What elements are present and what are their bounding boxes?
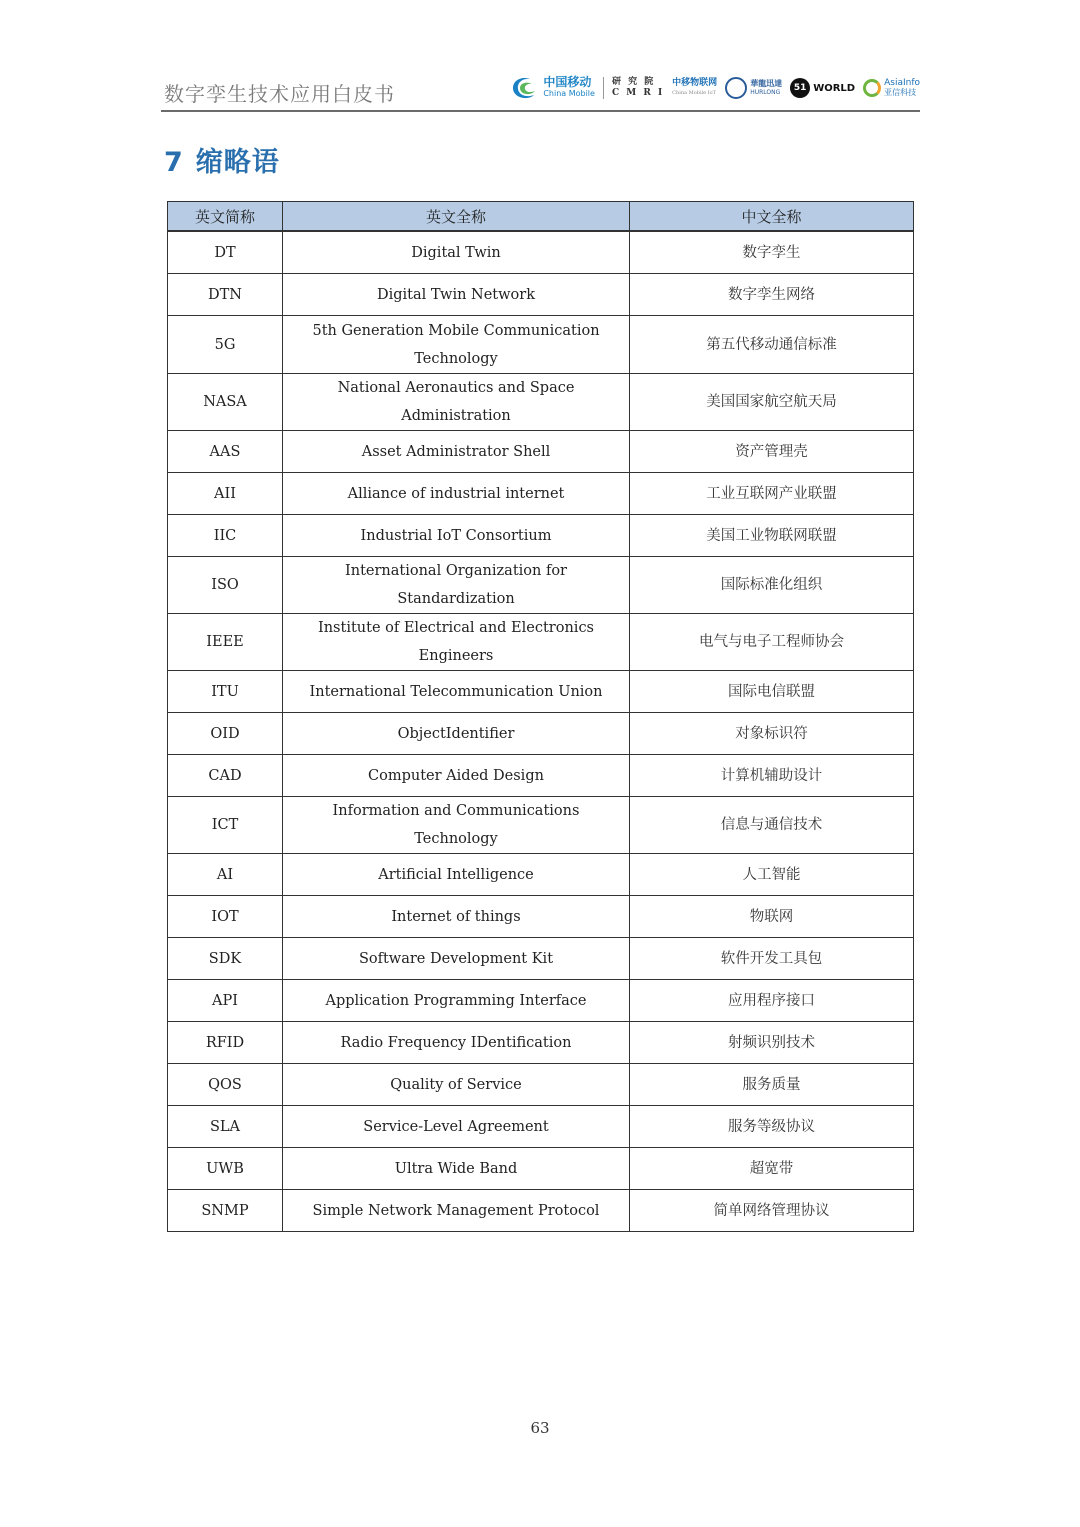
abbr-cell: QOS <box>168 1064 283 1106</box>
abbr-cell: SDK <box>168 938 283 980</box>
asiainfo-logo <box>863 78 920 98</box>
abbr-cell: ICT <box>168 797 283 854</box>
english-full-cell: Information and Communications Technology <box>283 797 630 854</box>
abbr-cell: SLA <box>168 1106 283 1148</box>
chinese-full-cell: 电气与电子工程师协会 <box>630 614 914 671</box>
china-mobile-cn: 中国移动 <box>543 75 592 89</box>
abbr-cell: RFID <box>168 1022 283 1064</box>
asiainfo-en: AsiaInfo <box>884 78 920 88</box>
chinese-full-cell: 软件开发工具包 <box>630 938 914 980</box>
english-full-cell: ObjectIdentifier <box>283 713 630 755</box>
chinese-full-cell: 国际标准化组织 <box>630 557 914 614</box>
51world-text: WORLD <box>813 82 856 94</box>
abbreviation-table <box>167 201 914 1232</box>
chinese-full-cell: 数字孪生网络 <box>630 274 914 316</box>
english-full-cell: Industrial IoT Consortium <box>283 515 630 557</box>
cmri-cn: 研 究 院 <box>611 77 656 87</box>
english-full-cell: Institute of Electrical and Electronics Engineers <box>283 614 630 671</box>
chinese-full-cell: 数字孪生 <box>630 231 914 274</box>
chinese-full-cell: 物联网 <box>630 896 914 938</box>
iot-cn: 中移物联网 <box>672 78 718 88</box>
english-full-cell: Internet of things <box>283 896 630 938</box>
table-row <box>168 431 914 473</box>
abbr-cell: ITU <box>168 671 283 713</box>
english-full-cell: International Organization for Standardization <box>283 557 630 614</box>
iot-en: China Mobile IoT <box>672 90 717 96</box>
table-row <box>168 1148 914 1190</box>
hurlong-icon <box>725 77 747 99</box>
abbr-cell: CAD <box>168 755 283 797</box>
section-number: 7 <box>164 147 184 178</box>
column-header-abbr: 英文简称 <box>168 202 283 232</box>
abbr-cell: AII <box>168 473 283 515</box>
abbr-cell: DTN <box>168 274 283 316</box>
table-body <box>168 231 914 1232</box>
chinese-full-cell: 服务质量 <box>630 1064 914 1106</box>
abbr-cell: UWB <box>168 1148 283 1190</box>
table-row <box>168 557 914 614</box>
english-full-cell: Digital Twin Network <box>283 274 630 316</box>
section-title: 缩略语 <box>195 147 280 178</box>
english-full-cell: Service-Level Agreement <box>283 1106 630 1148</box>
table-row <box>168 274 914 316</box>
table-row <box>168 473 914 515</box>
english-full-cell: Artificial Intelligence <box>283 854 630 896</box>
table-row <box>168 671 914 713</box>
english-full-cell: Quality of Service <box>283 1064 630 1106</box>
table-row <box>168 1064 914 1106</box>
china-mobile-en: China Mobile <box>543 89 595 98</box>
english-full-cell: Application Programming Interface <box>283 980 630 1022</box>
english-full-cell: Digital Twin <box>283 231 630 274</box>
table-row <box>168 896 914 938</box>
english-full-cell: International Telecommunication Union <box>283 671 630 713</box>
abbr-cell: AI <box>168 854 283 896</box>
hurlong-cn: 華龍迅達 <box>750 79 783 88</box>
hurlong-en: HURLONG <box>750 89 781 96</box>
english-full-cell: Asset Administrator Shell <box>283 431 630 473</box>
english-full-cell: Computer Aided Design <box>283 755 630 797</box>
chinese-full-cell: 信息与通信技术 <box>630 797 914 854</box>
51world-logo <box>790 78 855 98</box>
english-full-cell: 5th Generation Mobile Communication Technology <box>283 316 630 374</box>
partner-logos <box>510 72 920 104</box>
abbr-cell: ISO <box>168 557 283 614</box>
table-row <box>168 374 914 431</box>
china-mobile-icon <box>510 74 540 102</box>
china-mobile-logo <box>510 74 595 102</box>
hurlong-logo <box>725 77 782 99</box>
english-full-cell: Simple Network Management Protocol <box>283 1190 630 1232</box>
asiainfo-cn: 亚信科技 <box>884 88 917 97</box>
chinese-full-cell: 美国国家航空航天局 <box>630 374 914 431</box>
table-row <box>168 515 914 557</box>
chinese-full-cell: 工业互联网产业联盟 <box>630 473 914 515</box>
table-row <box>168 938 914 980</box>
abbr-cell: IIC <box>168 515 283 557</box>
abbr-cell: IEEE <box>168 614 283 671</box>
column-header-english-full: 英文全称 <box>283 202 630 232</box>
document-title: 数字孪生技术应用白皮书 <box>164 82 395 106</box>
abbr-cell: IOT <box>168 896 283 938</box>
page-header <box>161 66 920 112</box>
chinese-full-cell: 对象标识符 <box>630 713 914 755</box>
abbr-cell: API <box>168 980 283 1022</box>
chinese-full-cell: 资产管理壳 <box>630 431 914 473</box>
abbr-cell: NASA <box>168 374 283 431</box>
english-full-cell: Software Development Kit <box>283 938 630 980</box>
chinese-full-cell: 美国工业物联网联盟 <box>630 515 914 557</box>
table-row <box>168 614 914 671</box>
english-full-cell: Radio Frequency IDentification <box>283 1022 630 1064</box>
chinese-full-cell: 国际电信联盟 <box>630 671 914 713</box>
cmri-en: C M R I <box>611 88 665 98</box>
chinese-full-cell: 应用程序接口 <box>630 980 914 1022</box>
abbr-cell: SNMP <box>168 1190 283 1232</box>
chinese-full-cell: 简单网络管理协议 <box>630 1190 914 1232</box>
chinese-full-cell: 服务等级协议 <box>630 1106 914 1148</box>
logo-divider <box>603 77 604 99</box>
abbr-cell: OID <box>168 713 283 755</box>
cmri-logo <box>612 77 664 99</box>
section-heading <box>164 140 280 179</box>
column-header-chinese-full: 中文全称 <box>630 202 914 232</box>
chinese-full-cell: 射频识别技术 <box>630 1022 914 1064</box>
table-row <box>168 854 914 896</box>
abbr-cell: AAS <box>168 431 283 473</box>
asiainfo-icon <box>863 79 881 97</box>
table-row <box>168 980 914 1022</box>
chinese-full-cell: 第五代移动通信标准 <box>630 316 914 374</box>
table-row <box>168 755 914 797</box>
table-row <box>168 713 914 755</box>
table-row <box>168 1022 914 1064</box>
chinese-full-cell: 人工智能 <box>630 854 914 896</box>
table-row <box>168 1106 914 1148</box>
table-row <box>168 797 914 854</box>
table-row <box>168 316 914 374</box>
table-row <box>168 231 914 274</box>
chinese-full-cell: 计算机辅助设计 <box>630 755 914 797</box>
abbr-cell: DT <box>168 231 283 274</box>
table-header-row <box>168 202 914 232</box>
table-row <box>168 1190 914 1232</box>
abbr-cell: 5G <box>168 316 283 374</box>
english-full-cell: Alliance of industrial internet <box>283 473 630 515</box>
english-full-cell: National Aeronautics and Space Administration <box>283 374 630 431</box>
china-mobile-iot-logo <box>672 78 717 98</box>
english-full-cell: Ultra Wide Band <box>283 1148 630 1190</box>
page-number: 63 <box>530 1419 550 1437</box>
51world-badge: 51 <box>790 78 810 98</box>
chinese-full-cell: 超宽带 <box>630 1148 914 1190</box>
